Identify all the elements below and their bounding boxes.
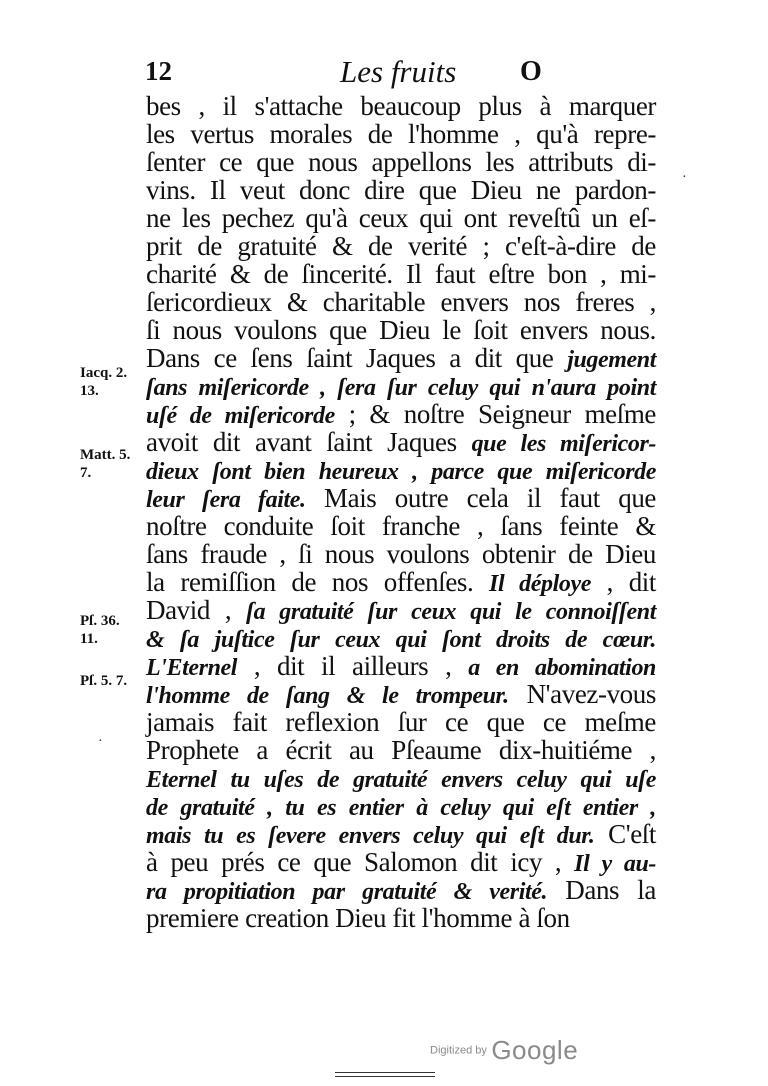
running-head: Les fruits [340,54,457,89]
text-segment: ſans fraude , ſi nous voulons obtenir de Dieu [146,539,656,569]
italic-segment: ſans miſericorde , ſera ſur celuy qui n'aura point [146,375,656,401]
italic-segment: Il y au- [574,851,656,877]
italic-segment: Eternel tu uſes de gratuité envers celuy qui uſe [146,767,656,793]
italic-segment: uſé de miſericorde [146,403,335,429]
text-line [146,820,656,848]
text-segment: charité & de ſincerité. Il faut eſtre bon , mi- [146,259,656,289]
margin-note-matt: Matt. 5. 7. [80,447,131,481]
italic-segment: l'homme de ſang & le trompeur. [146,683,509,709]
header-mark: O [520,56,542,87]
text-line [146,568,656,596]
text-line [146,848,656,876]
text-segment: ; & noſtre Seigneur meſme [334,399,657,429]
page-speck: · [98,734,103,749]
text-segment: Dans ce ſens ſaint Jaques a dit que [146,343,568,373]
italic-segment: Il déploye [489,571,592,597]
page-header [140,52,640,92]
text-line [146,456,656,484]
italic-segment: ra propitiation par gratuité & verité. [146,879,548,905]
margin-note-ps5: Pſ. 5. 7. [80,673,128,689]
digitized-by-label: Digitized by [430,1044,487,1057]
text-segment: ne les pechez qu'à ceux qui ont reveſtû un eſ- [146,203,656,233]
text-segment: C'eſt [594,819,656,849]
italic-segment: & ſa juſtice ſur ceux qui ſont droits de cœur. [146,627,656,653]
text-segment: Dans la [547,875,656,905]
text-line [146,596,656,624]
text-line [146,512,656,540]
text-line [146,680,656,708]
text-segment: bes , il s'attache beaucoup plus à marquer [146,91,656,121]
text-line [146,400,656,428]
italic-segment: que les miſericor- [471,431,656,457]
text-segment: jamais fait reflexion ſur ce que ce meſme [146,707,656,737]
text-segment: David , [146,595,247,625]
text-line [146,148,656,176]
text-line [146,624,656,652]
text-segment: , dit [591,567,657,597]
text-line [146,120,656,148]
text-segment: la remiſſion de nos offenſes. [146,567,490,597]
margin-note-ps36: Pſ. 36. 11. [80,613,120,647]
margin-note-iacq: Iacq. 2. 13. [80,365,128,399]
text-line [146,428,656,456]
text-segment: prit de gratuité & de verité ; c'eſt-à-dire de [146,231,656,261]
italic-segment: mais tu es ſevere envers celuy qui eſt dur. [146,823,595,849]
text-line [146,904,656,932]
page-speck: · [682,170,687,185]
text-segment: premiere creation Dieu fit l'homme à ſon [146,903,570,933]
text-line [146,232,656,260]
italic-segment: ſa gratuité ſur ceux qui le connoiſſent [246,599,656,625]
text-line [146,708,656,736]
text-segment: , dit il ailleurs , [237,651,469,681]
text-segment: N'avez-vous [508,679,656,709]
text-line [146,736,656,764]
text-segment: Prophete a écrit au Pſeaume dix-huitiéme , [146,735,656,765]
digitized-watermark [430,1035,578,1066]
text-segment: les vertus morales de l'homme , qu'à repre- [146,119,656,149]
text-segment: à peu prés ce que Salomon dit icy , [146,847,575,877]
italic-segment: a en abomination [468,655,656,681]
text-line [146,260,656,288]
google-logo: Google [491,1035,579,1065]
page-number: 12 [145,56,172,86]
text-segment: ſericordieux & charitable envers nos freres , [146,287,656,317]
text-line [146,540,656,568]
text-line [146,484,656,512]
bottom-rule [335,1072,435,1077]
text-line [146,652,656,680]
text-line [146,344,656,372]
text-line [146,372,656,400]
text-segment: ſenter ce que nous appellons les attributs di- [146,147,656,177]
italic-segment: jugement [567,347,656,373]
italic-segment: dieux ſont bien heureux , parce que miſericorde [146,459,656,485]
text-line [146,316,656,344]
text-line [146,288,656,316]
italic-segment: de gratuité , tu es entier à celuy qui eſt entier , [146,795,656,821]
italic-segment: L'Eternel [146,655,238,681]
text-segment: avoit dit avant ſaint Jaques [146,427,472,457]
text-line [146,792,656,820]
text-line [146,176,656,204]
text-line [146,204,656,232]
text-line [146,876,656,904]
text-segment: Mais outre cela il faut que [305,483,656,513]
text-segment: vins. Il veut donc dire que Dieu ne pardon- [146,175,656,205]
italic-segment: leur ſera faite. [146,487,306,513]
text-segment: ſi nous voulons que Dieu le ſoit envers nous. [146,315,656,345]
text-segment: noſtre conduite ſoit franche , ſans feinte & [146,511,656,541]
body-text [146,92,656,932]
text-line [146,764,656,792]
text-line [146,92,656,120]
